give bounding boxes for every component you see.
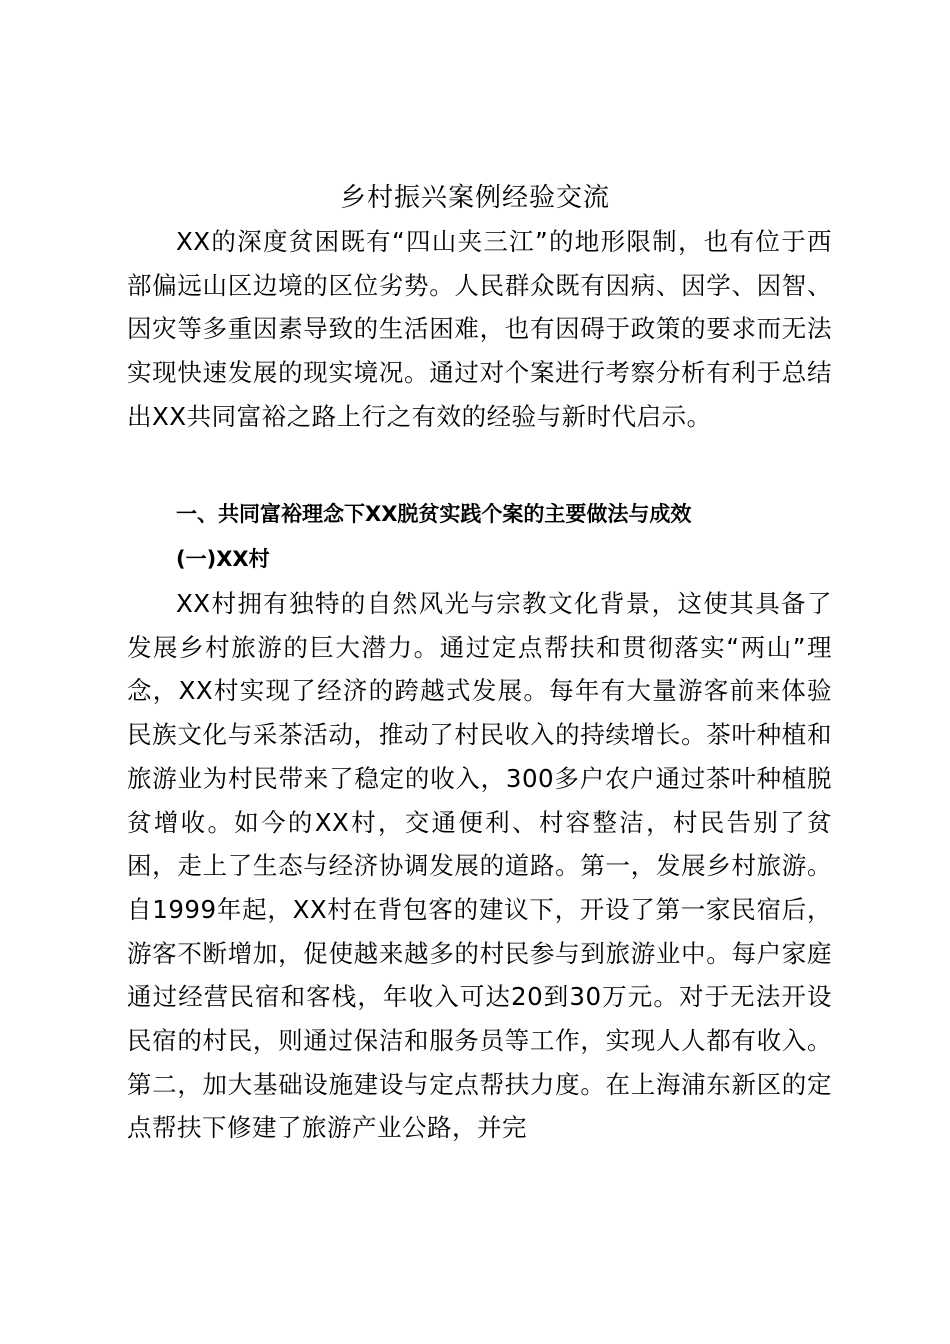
section-heading: 一、共同富裕理念下XX脱贫实践个案的主要做法与成效 xyxy=(176,502,692,526)
intro-paragraph: XX的深度贫困既有“四山夹三江”的地形限制，也有位于西部偏远山区边境的区位劣势。人民群众既有因病、因学、因智、因灾等多重因素导致的生活困难，也有因碍于政策的要求而无法实现快速发展的现实境况。通过对个案进行考察分析有利于总结出XX共同富裕之路上行之有效的经验与新时代启示。 xyxy=(127,227,832,431)
document-title: 乡村振兴案例经验交流 xyxy=(339,183,610,213)
body-paragraph: XX村拥有独特的自然风光与宗教文化背景，这使其具备了发展乡村旅游的巨大潜力。通过定点帮扶和贯彻落实“两山”理念，XX村实现了经济的跨越式发展。每年有大量游客前来体验民族文化与采茶活动，推动了村民收入的持续增长。茶叶种植和旅游业为村民带来了稳定的收入，300多户农户通过茶叶种植脱贫增收。如今的XX村，交通便利、村容整洁，村民告别了贫困，走上了生态与经济协调发展的道路。第一，发展乡村旅游。自1999年起，XX村在背包客的建议下，开设了第一家民宿后，游客不断增加，促使越来越多的村民参与到旅游业中。每户家庭通过经营民宿和客栈，年收入可达20到30万元。对于无法开设民宿的村民，则通过保洁和服务员等工作，实现人人都有收入。第二，加大基础设施建设与定点帮扶力度。在上海浦东新区的定点帮扶下修建了旅游产业公路，并完 xyxy=(127,589,832,1143)
subsection-heading: (一)XX村 xyxy=(176,547,270,571)
